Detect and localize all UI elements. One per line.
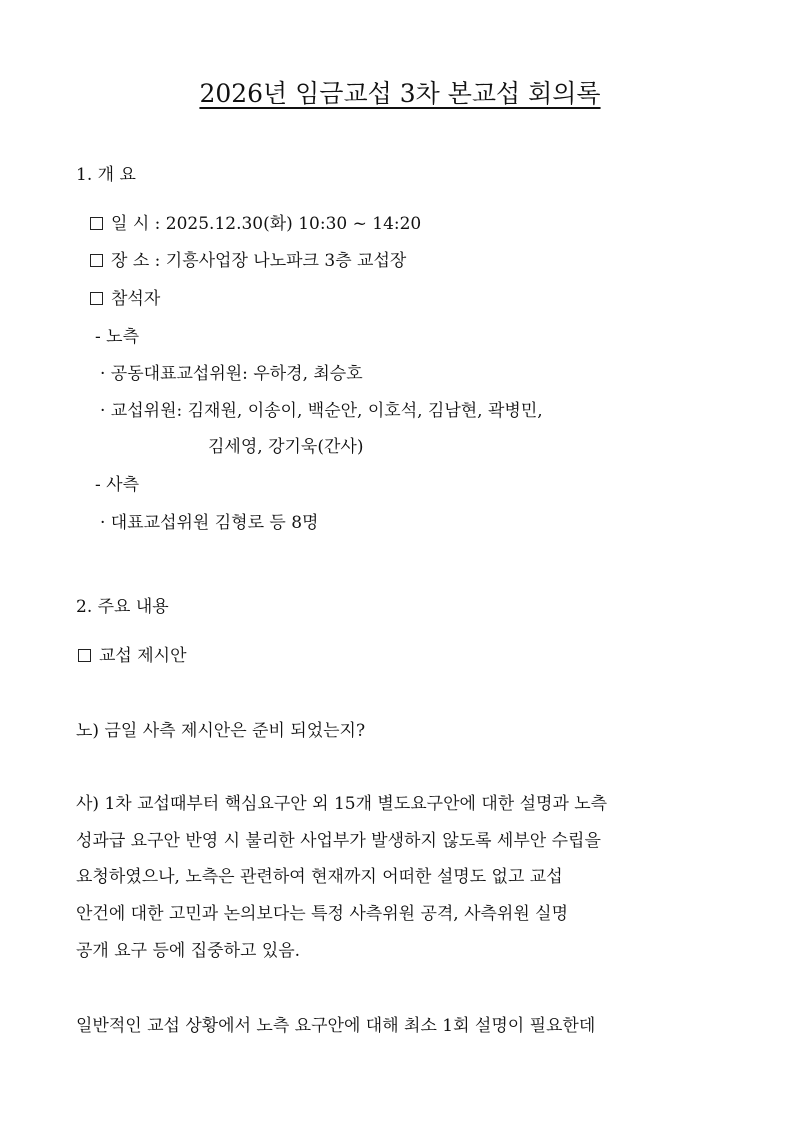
checkbox-square-icon — [90, 254, 103, 267]
company-answer-line-5: 공개 요구 등에 집중하고 있음. — [76, 941, 301, 961]
company-answer-line-1: 사) 1차 교섭때부터 핵심요구안 외 15개 별도요구안에 대한 설명과 노측 — [76, 794, 608, 814]
document-title: 2026년 임금교섭 3차 본교섭 회의록 — [199, 79, 601, 108]
company-answer-line-3: 요청하였으나, 노측은 관련하여 현재까지 어떠한 설명도 없고 교섭 — [76, 867, 563, 887]
company-answer-line-4: 안건에 대한 고민과 논의보다는 특정 사측위원 공격, 사측위원 실명 — [76, 904, 569, 924]
place-text: 장 소 : 기흥사업장 나노파크 3층 교섭장 — [111, 251, 407, 271]
union-question: 노) 금일 사측 제시안은 준비 되었는지? — [76, 721, 366, 741]
company-answer-line-2: 성과급 요구안 반영 시 불리한 사업부가 발생하지 않도록 세부안 수립을 — [76, 831, 601, 851]
union-members-line-1: · 교섭위원: 김재원, 이송이, 백순안, 이호석, 김남현, 곽병민, — [100, 401, 543, 421]
proposal-subheading — [78, 645, 187, 667]
attendees-item — [90, 288, 160, 310]
union-joint-representatives: · 공동대표교섭위원: 우하경, 최승호 — [100, 364, 363, 384]
company-side-label: - 사측 — [95, 475, 139, 495]
proposal-subheading-text: 교섭 제시안 — [99, 646, 187, 666]
section-main-heading: 2. 주요 내용 — [76, 597, 169, 617]
union-side-label: - 노측 — [95, 327, 139, 347]
checkbox-square-icon — [78, 649, 91, 662]
company-representatives: · 대표교섭위원 김형로 등 8명 — [100, 513, 319, 533]
date-text: 일 시 : 2025.12.30(화) 10:30 ~ 14:20 — [111, 214, 422, 234]
attendees-text: 참석자 — [111, 289, 161, 309]
checkbox-square-icon — [90, 292, 103, 305]
union-members-line-2: 김세영, 강기욱(간사) — [208, 437, 364, 457]
place-item — [90, 250, 406, 272]
checkbox-square-icon — [90, 217, 103, 230]
section-overview-heading: 1. 개 요 — [76, 165, 136, 185]
paragraph-line-1: 일반적인 교섭 상황에서 노측 요구안에 대해 최소 1회 설명이 필요한데 — [76, 1016, 596, 1036]
date-item — [90, 213, 421, 235]
